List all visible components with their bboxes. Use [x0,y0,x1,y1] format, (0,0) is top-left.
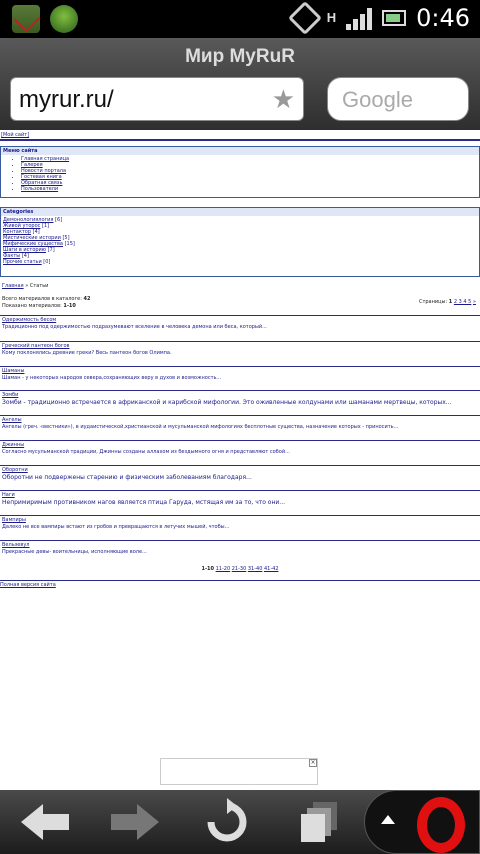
breadcrumb-separator: » [23,283,30,289]
opera-logo-icon [417,797,465,853]
breadcrumb-home[interactable]: Главная [2,283,24,289]
pager-link[interactable]: 41-42 [263,566,279,572]
category-count: [6] [55,217,63,223]
my-site-link[interactable]: [Мой сайт] [1,132,30,138]
category-link[interactable]: Демонологиялогия [3,217,54,223]
back-button[interactable] [14,790,76,854]
list-item [0,515,480,532]
list-item [0,465,480,482]
reload-button[interactable] [196,790,258,854]
entry-title[interactable]: Греческий пантеон богов [2,343,70,349]
list-item [0,440,480,457]
menu-item-news[interactable]: Новости портала [21,168,67,174]
browser-toolbar [0,790,480,854]
entry-text: Непримиримым противником нагов является птица Гаруда, мстящая им за то, что они... [2,499,286,506]
entry-title[interactable]: Вампиры [2,517,26,523]
network-type-indicator: H [326,10,337,25]
total-value: 42 [83,296,91,302]
category-link[interactable]: Живой уторос [3,223,41,229]
entry-title[interactable]: Зомби [2,392,19,398]
entry-title[interactable]: Вельзевул [2,542,30,548]
pager-link[interactable]: 11-20 [215,566,231,572]
total-label: Всего материалов в каталоге: [2,296,82,302]
category-count: [5] [62,235,70,241]
bookmark-star-icon[interactable]: ★ [271,84,295,114]
entry-title[interactable]: Наги [2,492,15,498]
menu-item-feedback[interactable]: Обратная связь [21,180,63,186]
entry-title[interactable]: Оборотни [2,467,28,473]
pager-link[interactable]: 21-30 [231,566,247,572]
current-page: 1 [448,299,453,305]
shown-label: Показано материалов: [2,303,62,309]
pages-label: Страницы: [418,299,448,305]
entry-text: Традиционно под одержимостью подразумевают вселение в человека демона или беса, который... [2,324,267,330]
page-links[interactable]: 2 3 4 5 [453,299,472,305]
rotation-icon [288,1,322,35]
entry-text: Зомби - традиционно встречается в африканской и карибской мифологии. Это оживленные колдунами или шаманами мертвецы, которых... [2,399,452,406]
pagination-bottom [0,566,480,572]
browser-header [0,38,480,130]
list-item [0,341,480,358]
status-bar [0,0,480,38]
categories-block [0,207,480,277]
full-version-link[interactable]: Полная версия сайта [0,582,56,588]
search-placeholder: Google [342,87,413,112]
entry-text: Прекрасные девы- воительницы, исполняющие воле... [2,549,147,555]
entry-text: Ангелы (греч. «вестники»), в иудаистической,христианской и мусульманской мифологиях бесплотные существа, назначение которых - приносить... [2,424,399,430]
menu-item-guestbook[interactable]: Гостевая книга [21,174,62,180]
tabs-icon [297,800,341,844]
category-count: [0] [43,259,51,265]
divider [0,139,480,141]
footer [0,580,480,588]
address-bar[interactable] [10,77,304,121]
materials-totals [2,296,90,310]
entry-title[interactable]: Шаманы [2,368,25,374]
signal-icon [346,6,372,30]
category-count: [4] [32,229,40,235]
opera-menu-button[interactable] [364,790,480,854]
category-link[interactable]: Контактор [3,229,32,235]
entry-title[interactable]: Ангелы [2,417,22,423]
security-shield-icon [50,5,78,33]
entry-text: Шаман - у некоторых народов севера,сохраняющих веру в духов и возможность... [2,375,222,381]
list-item [0,366,480,383]
menu-item-gallery[interactable]: Галерея [21,162,43,168]
category-count: [1] [42,223,50,229]
entry-text: Далеко не все вампиры встают из гробов и превращаются в летучих мышей, чтобы... [2,524,230,530]
url-text[interactable]: myrur.ru/ [19,86,114,113]
menu-item-users[interactable]: Пользователи [21,186,59,192]
list-item [0,315,480,332]
debug-android-icon [12,5,40,33]
pager-current: 1-10 [201,566,214,572]
forward-arrow-icon [109,802,161,842]
category-link[interactable]: Мистические истории [3,235,61,241]
menu-block [0,146,480,198]
category-link[interactable]: Факты [3,253,21,259]
pagination-top [419,299,476,305]
page-title: Мир MyRuR [185,46,295,67]
entry-title[interactable]: Одержимость бесом [2,317,57,323]
breadcrumb-current: Статьи [29,283,49,289]
list-item [0,490,480,507]
entry-text: Согласно мусульманской традиции, Джинны созданы аллахом из бездымного огня и представляют собой... [2,449,290,455]
chevron-up-icon [381,815,395,824]
category-link[interactable]: Шаги в историю [3,247,47,253]
category-count: [4] [21,253,29,259]
menu-title: Меню сайта [1,147,479,155]
list-item [0,415,480,432]
category-link[interactable]: Мифические существа [3,241,63,247]
tabs-button[interactable] [288,790,350,854]
category-link[interactable]: Прочие статьи [3,259,42,265]
close-icon[interactable]: × [310,759,316,766]
reload-icon [203,798,251,846]
back-arrow-icon [19,802,71,842]
category-count: [15] [64,241,75,247]
ad-banner[interactable] [160,758,318,785]
menu-item-home[interactable]: Главная страница [21,156,70,162]
battery-icon [382,10,406,26]
entry-text: Оборотни не подвержены старению и физическим заболеваниям благодаря... [2,474,252,481]
web-page [0,130,480,790]
shown-value: 1-10 [63,303,76,309]
breadcrumb [2,283,48,289]
list-item [0,540,480,557]
next-page-link[interactable]: » [472,299,476,305]
categories-title: Categories [1,208,479,216]
forward-button[interactable] [104,790,166,854]
category-count: [7] [47,247,55,253]
pager-link[interactable]: 31-40 [247,566,263,572]
entry-title[interactable]: Джинны [2,442,25,448]
list-item [0,390,480,407]
clock: 0:46 [416,4,470,32]
entry-text: Кому поклонялись древние греки? Весь пантеон богов Олимпа. [2,350,172,356]
search-field[interactable] [327,77,469,121]
